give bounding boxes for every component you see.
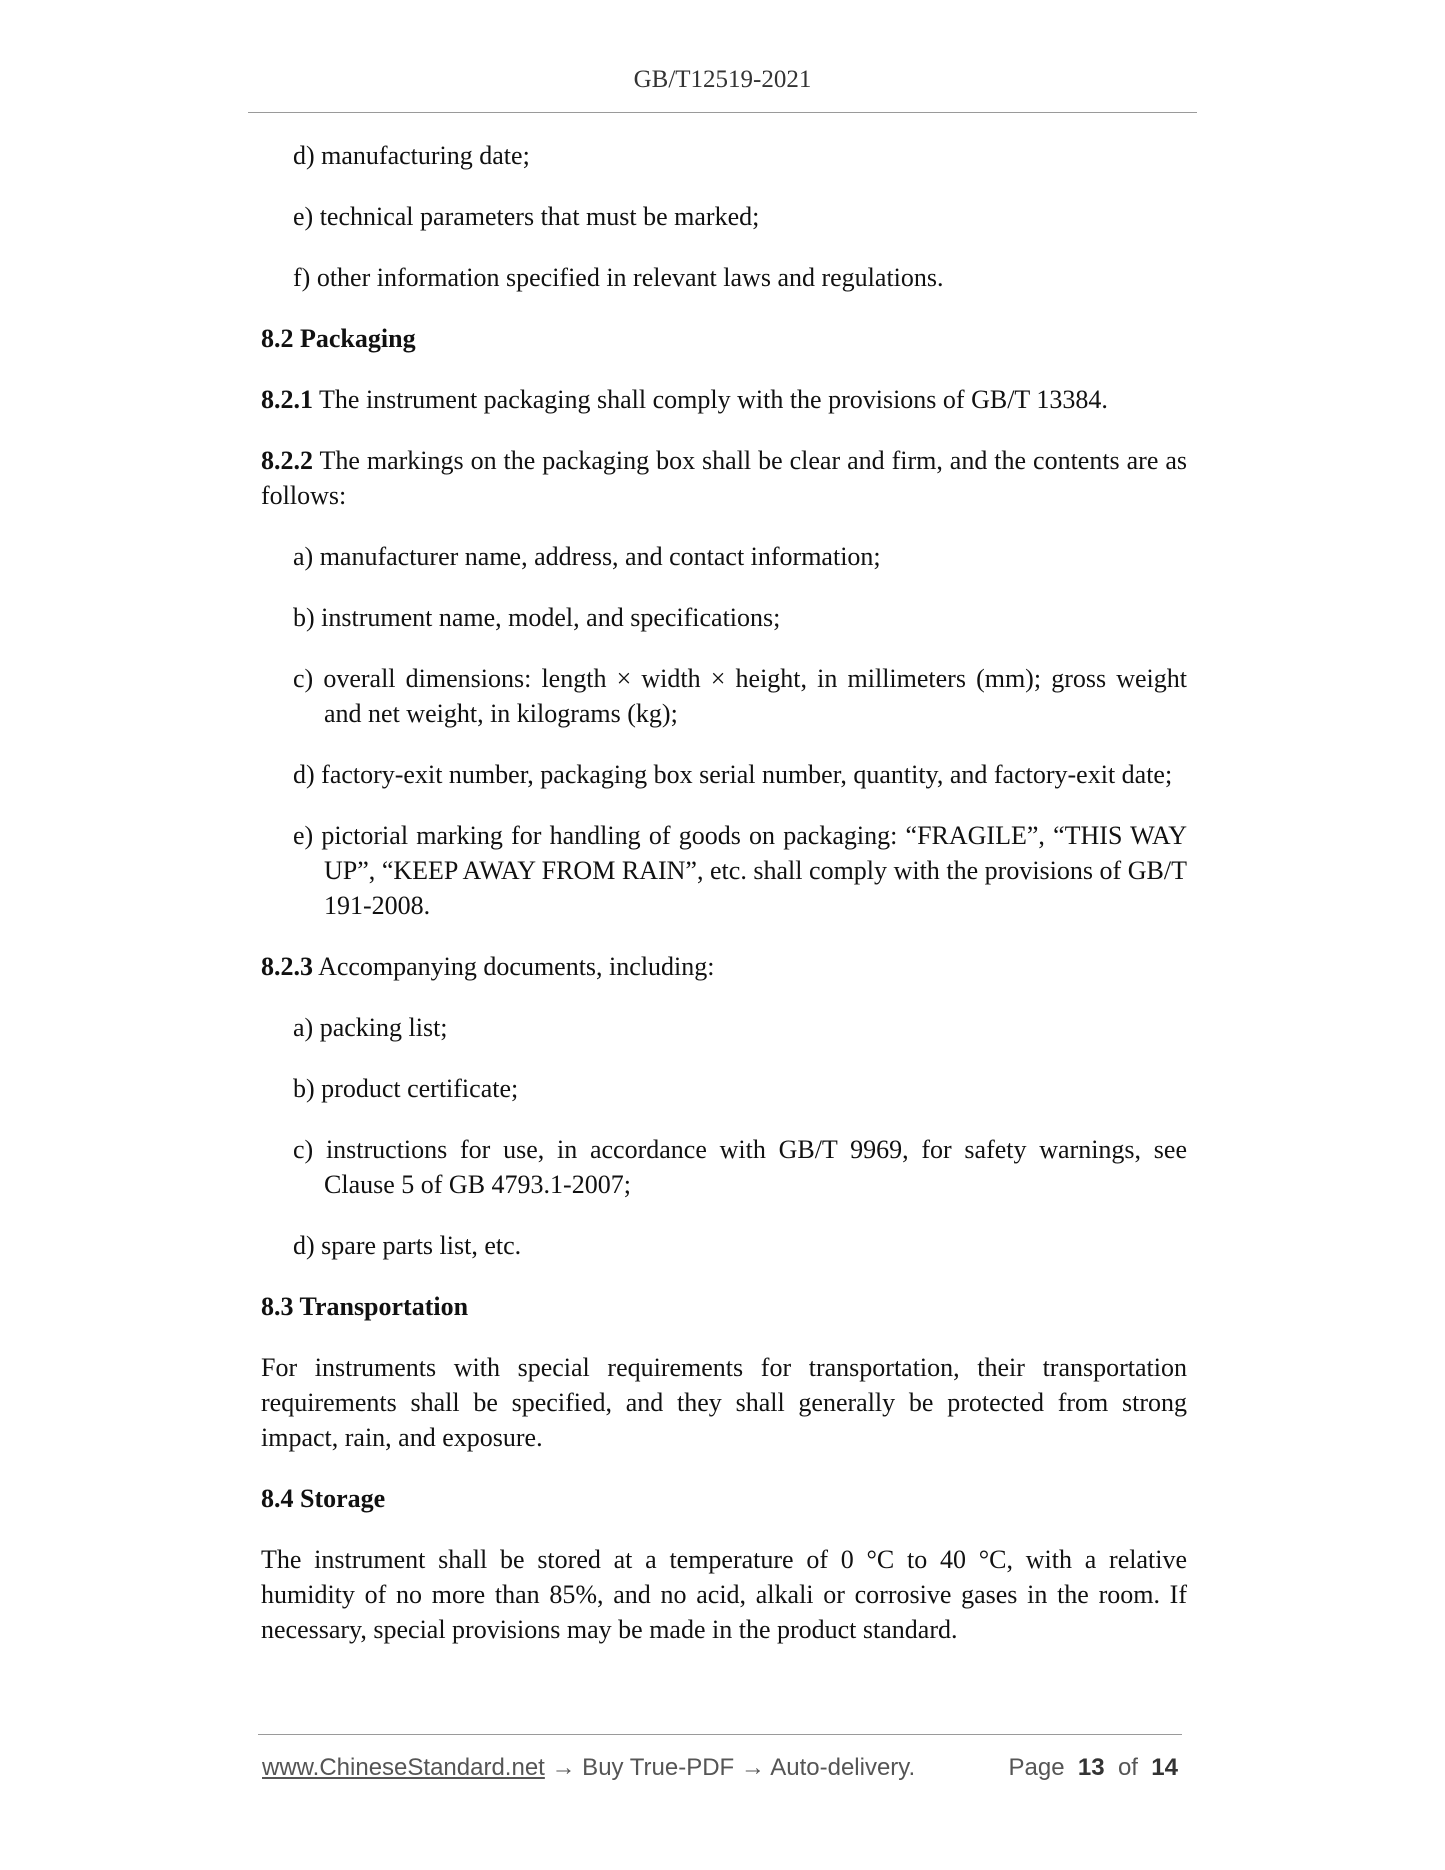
transportation-paragraph: For instruments with special requirements for transportation, their transportation requirements shall be specified, and they shall generally be protected from strong impact, rain, and exposure. — [261, 1353, 1187, 1452]
document-code-header: GB/T12519-2021 — [633, 66, 812, 93]
list-item: b) instrument name, model, and specifications; — [293, 603, 781, 632]
page-current: 13 — [1077, 1754, 1105, 1781]
section-heading-storage: 8.4 Storage — [261, 1484, 386, 1513]
list-item: b) product certificate; — [293, 1074, 519, 1103]
footer-divider — [258, 1734, 1182, 1735]
section-heading-transportation: 8.3 Transportation — [261, 1292, 469, 1321]
clause-8-2-3 — [261, 949, 1187, 984]
footer-promo-text: → Buy True-PDF → Auto-delivery. — [544, 1754, 916, 1781]
clause-8-2-1 — [261, 382, 1187, 417]
page-footer — [262, 1754, 1182, 1782]
page-indicator — [1008, 1754, 1178, 1782]
clause-number: 8.2.3 — [261, 952, 313, 981]
header-divider — [248, 112, 1197, 113]
page-label: Page — [1008, 1754, 1065, 1781]
clause-text: Accompanying documents, including: — [313, 952, 715, 981]
list-item: c) instructions for use, in accordance with GB/T 9969, for safety warnings, see Clause 5 of GB 4793.1-2007; — [293, 1135, 1187, 1199]
list-item: e) pictorial marking for handling of goods on packaging: “FRAGILE”, “THIS WAY UP”, “KEEP AWAY FROM RAIN”, etc. shall comply with the provisions of GB/T 191-2008. — [293, 821, 1187, 920]
list-item: f) other information specified in relevant laws and regulations. — [293, 263, 944, 292]
list-item: d) spare parts list, etc. — [293, 1231, 522, 1260]
list-item: a) manufacturer name, address, and contact information; — [293, 542, 881, 571]
website-link[interactable]: www.ChineseStandard.net — [262, 1754, 545, 1781]
list-item: e) technical parameters that must be marked; — [293, 202, 760, 231]
page-of: of — [1117, 1754, 1138, 1781]
list-item: c) overall dimensions: length × width × height, in millimeters (mm); gross weight and net weight, in kilograms (kg); — [293, 664, 1187, 728]
section-heading-packaging: 8.2 Packaging — [261, 324, 416, 353]
clause-number: 8.2.1 — [261, 385, 313, 414]
page-total: 14 — [1151, 1754, 1178, 1781]
list-item: a) packing list; — [293, 1013, 448, 1042]
clause-8-2-2 — [261, 443, 1187, 513]
storage-paragraph: The instrument shall be stored at a temperature of 0 °C to 40 °C, with a relative humidity of no more than 85%, and no acid, alkali or corrosive gases in the room. If necessary, special provisions may be made in the product standard. — [261, 1545, 1187, 1644]
document-body — [261, 138, 1187, 1673]
clause-text: The markings on the packaging box shall be clear and firm, and the contents are as follows: — [261, 446, 1187, 510]
list-item: d) manufacturing date; — [293, 141, 530, 170]
clause-number: 8.2.2 — [261, 446, 313, 475]
list-item: d) factory-exit number, packaging box serial number, quantity, and factory-exit date; — [293, 760, 1173, 789]
clause-text: The instrument packaging shall comply with the provisions of GB/T 13384. — [313, 385, 1108, 414]
